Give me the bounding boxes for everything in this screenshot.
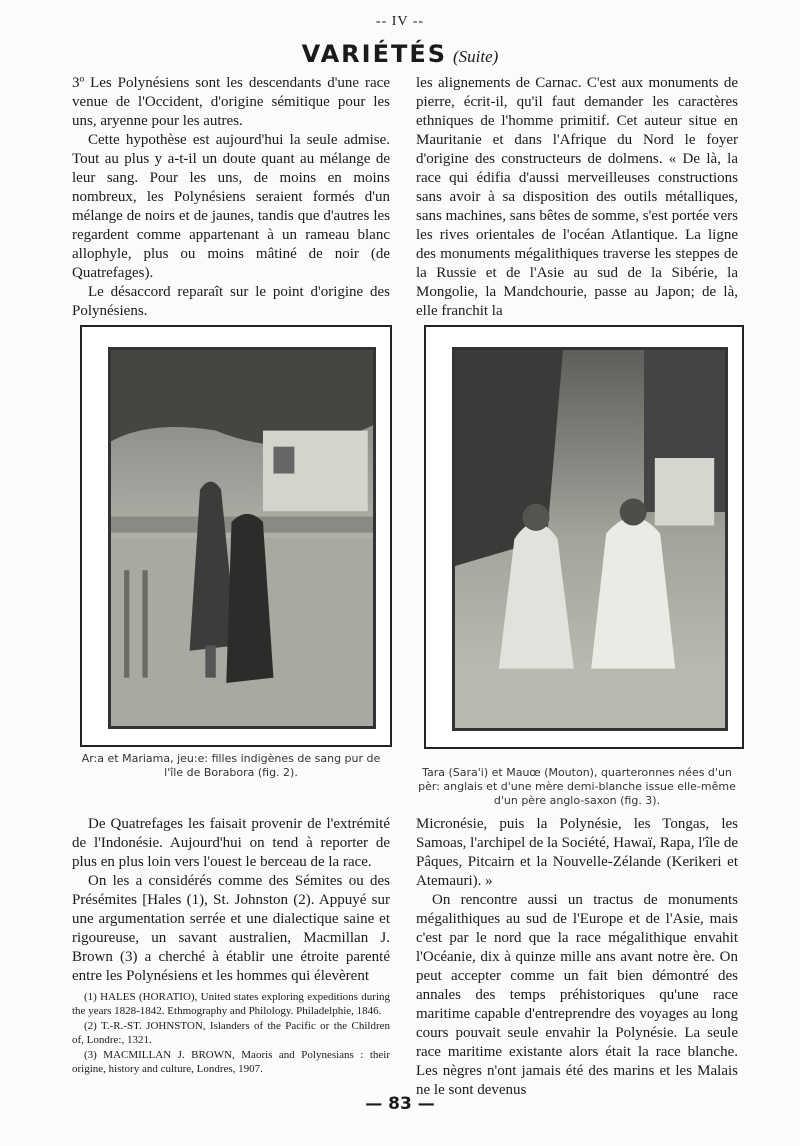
- column-top-left: [72, 74, 390, 321]
- paragraph: Cette hypothèse est aujourd'hui la seule admise. Tout au plus y a-t-il un doute quant au mélange de leur sang. Pour les uns, de moins en moins nombreux, les Polynésiens seraient formés d'un mélange de noirs et de jaunes, tandis que d'autres les regardent comme appartenant à un rameau blanc allophyle, plus ou moins mâtiné de noir (de Quatrefages).: [72, 132, 390, 281]
- column-bottom-left: [72, 815, 390, 986]
- photo-two-girls-borabora: [108, 347, 376, 729]
- footnote: (2) T.-R.-ST. JOHNSTON, Islanders of the Pacific or the Children of, Londre:, 1321.: [72, 1020, 390, 1046]
- footnote: (3) MACMILLAN J. BROWN, Maoris and Polynesians : their origine, history and culture, Londres, 1907.: [72, 1049, 390, 1075]
- paragraph: les alignements de Carnac. C'est aux monuments de pierre, écrit-il, qu'il faut demander les caractères ethniques de l'homme primitif. Cet auteur situe en Mauritanie et dans l'Afrique du Nord le foyer d'origine des constructeurs de dolmens. « De là, la race qui édifia d'aussi merveilleuses constructions sans avoir à sa disposition des outils métalliques, sans machines, sans bêtes de somme, s'est portée vers les rives orientales de l'océan Atlantique. La ligne des monuments mégalithiques traverse les steppes de la Russie et de l'Asie au sud de la Sibérie, la Mongolie, la Mandchourie, passe au Japon; de là, elle franchit la: [416, 75, 738, 319]
- page-title: [0, 40, 800, 68]
- paragraph: On rencontre aussi un tractus de monuments mégalithiques au sud de l'Europe et de l'Asie, mais c'est par le nord que la race mégalithique envahit l'Océanie, dix à quinze mille ans avant notre ère. On peut accepter comme un fait bien démontré des annales des temps préhistoriques qu'une race maritime capable d'entreprendre des voyages au long cours pouvait seule envahir la Polynésie. La seule race maritime existante alors était la race blanche. Les nègres n'ont jamais été des marins et les Malais ne le sont devenus: [416, 892, 738, 1098]
- page-marker: -- IV --: [375, 14, 425, 29]
- footnote: (1) HALES (HORATIO), United states exploring expeditions during the years 1828-1842. Ethmography and Philology. Philadelphie, 1846.: [72, 991, 390, 1017]
- title-text: VARIÉTÉS: [301, 40, 448, 68]
- photo-frame-left: [80, 325, 392, 747]
- paragraph: Micronésie, puis la Polynésie, les Tongas, les Samoas, l'archipel de la Société, Hawaï, Rapa, l'île de Pâques, Pitcairn et la Nouvelle-Zélande (Kerikeri et Atemauri). »: [416, 816, 738, 889]
- page-number: — 83 —: [365, 1094, 435, 1114]
- photo-two-women-seated: [452, 347, 728, 731]
- column-top-right: [416, 74, 738, 321]
- paragraph: On les a considérés comme des Sémites ou des Présémites [Hales (1), St. Johnston (2). Appuyé sur une argumentation serrée et une dialectique saine et rigoureuse, un savant australien, Macmillan J. Brown (3) a cherché à établir une étroite parenté entre les Polynésiens et les hommes qui élevèrent: [72, 873, 390, 984]
- figure-caption-right: Tara (Sara'i) et Mauœ (Mouton), quarteronnes nées d'un pèr: anglais et d'une mère demi-blanche issue elle-même d'un père anglo-saxon (fig. 3).: [418, 766, 736, 807]
- title-suite: (Suite): [453, 47, 499, 66]
- photo-frame-right: [424, 325, 744, 749]
- figure-caption-left: Ar:a et Mariama, jeu:e: filles indigènes de sang pur de l'île de Borabora (fig. 2).: [81, 752, 381, 779]
- paragraph: Le désaccord reparaît sur le point d'origine des Polynésiens.: [72, 284, 390, 319]
- footnotes: [72, 990, 390, 1077]
- paragraph: 3º Les Polynésiens sont les descendants d'une race venue de l'Occident, d'origine sémitique pour les uns, aryenne pour les autres.: [72, 75, 390, 129]
- paragraph: De Quatrefages les faisait provenir de l'extrémité de l'Indonésie. Aujourd'hui on tend à reporter de plus en plus loin vers l'ouest le berceau de la race.: [72, 816, 390, 870]
- column-bottom-right: [416, 815, 738, 1100]
